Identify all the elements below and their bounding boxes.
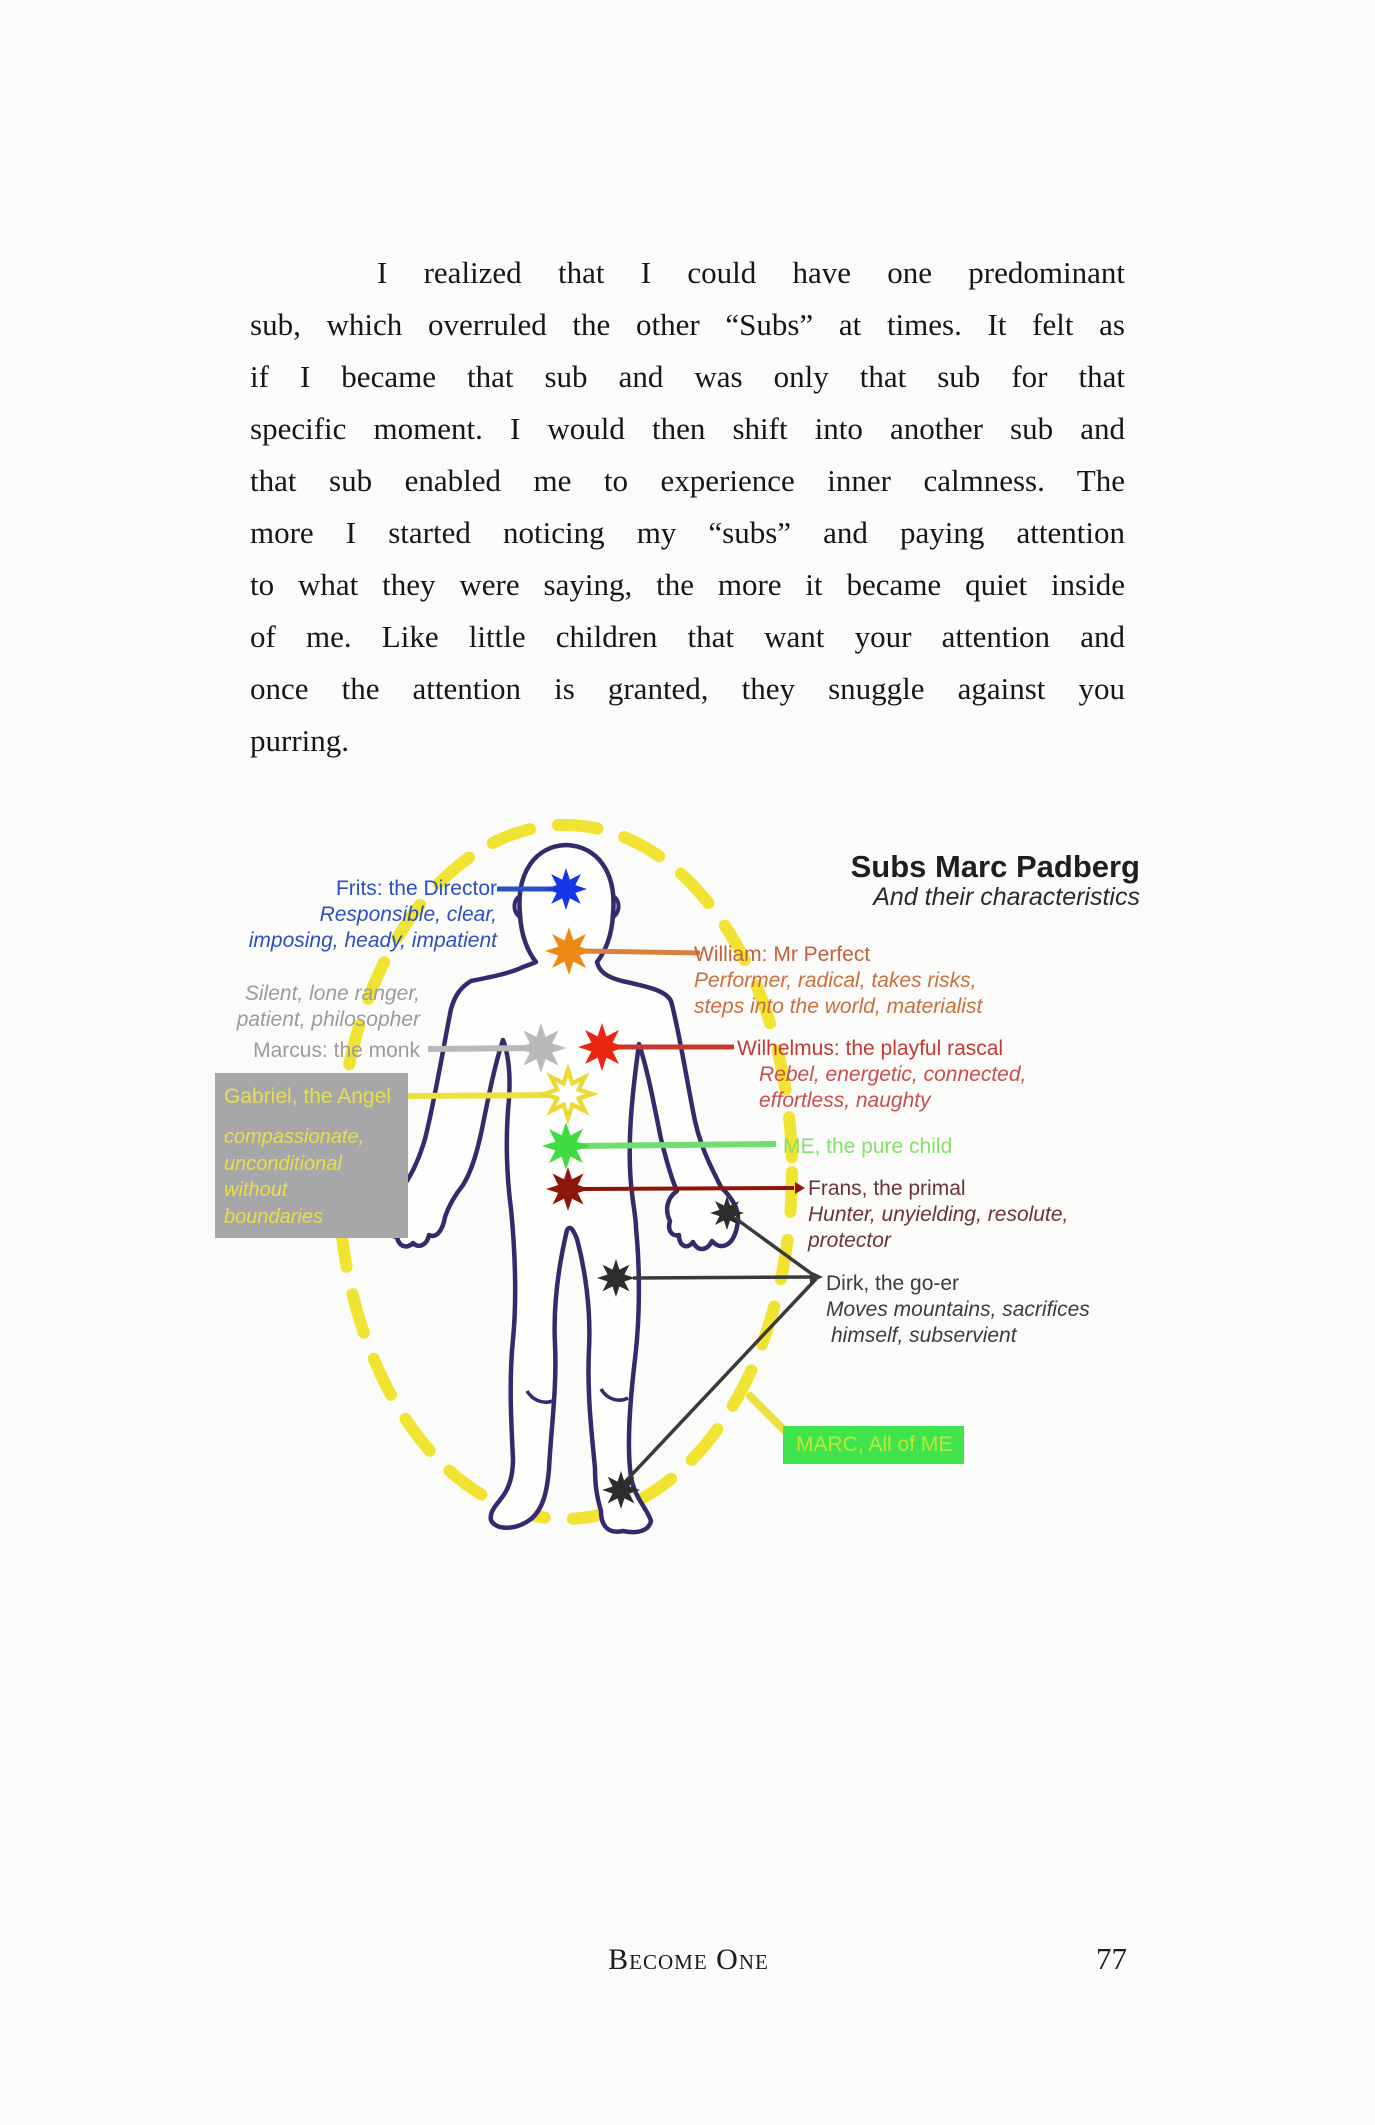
william-trait: steps into the world, materialist bbox=[694, 995, 983, 1018]
me-line bbox=[578, 1144, 776, 1146]
william-line bbox=[580, 951, 700, 953]
paragraph-line: of me. Like little children that want your attention and bbox=[250, 619, 1125, 654]
marcus-line bbox=[428, 1048, 532, 1049]
paragraph-line: if I became that sub and was only that sub for that bbox=[250, 359, 1125, 394]
marc-name: MARC, All of ME bbox=[796, 1433, 953, 1456]
dirk-name: Dirk, the go-er bbox=[826, 1272, 960, 1295]
diagram-subtitle: And their characteristics bbox=[873, 883, 1140, 911]
marcus-star-icon bbox=[516, 1023, 566, 1073]
william-trait: Performer, radical, takes risks, bbox=[694, 969, 977, 992]
marcus-trait: Silent, lone ranger, bbox=[244, 982, 420, 1005]
book-title: Become One bbox=[608, 1943, 769, 1976]
dirk-label-block bbox=[826, 1271, 1126, 1349]
frits-label-block bbox=[237, 876, 497, 954]
paragraph-line: specific moment. I would then shift into another sub and bbox=[250, 411, 1125, 446]
gabriel-trait: compassionate, bbox=[224, 1126, 365, 1148]
frans-label-block bbox=[808, 1176, 1118, 1254]
paragraph-line: that sub enabled me to experience inner calmness. The bbox=[250, 463, 1125, 498]
gabriel-trait: boundaries bbox=[224, 1205, 323, 1228]
paragraph-line: sub, which overruled the other “Subs” at times. It felt as bbox=[250, 307, 1125, 342]
diagram-title: Subs Marc Padberg bbox=[850, 849, 1140, 884]
frans-trait: protector bbox=[808, 1229, 891, 1252]
dirk-arrowhead bbox=[810, 1271, 823, 1283]
page-footer bbox=[250, 1943, 1127, 1991]
gabriel-label-box bbox=[215, 1073, 408, 1238]
frans-trait: Hunter, unyielding, resolute, bbox=[808, 1203, 1069, 1226]
gabriel-star-icon bbox=[544, 1070, 592, 1118]
wilhelmus-trait: effortless, naughty bbox=[759, 1089, 931, 1112]
gabriel-line bbox=[408, 1095, 556, 1096]
frans-line bbox=[580, 1188, 794, 1189]
paragraph-line: to what they were saying, the more it became quiet inside bbox=[250, 567, 1125, 602]
william-label-block bbox=[694, 942, 1024, 1020]
wilhelmus-name: Wilhelmus: the playful rascal bbox=[737, 1037, 1004, 1060]
william-name: William: Mr Perfect bbox=[694, 943, 871, 966]
frits-name: Frits: the Director bbox=[335, 877, 497, 900]
me-name: ME, the pure child bbox=[783, 1135, 953, 1158]
frans-name: Frans, the primal bbox=[808, 1177, 966, 1200]
gabriel-name: Gabriel, the Angel bbox=[224, 1085, 391, 1108]
wilhelmus-label-block bbox=[737, 1036, 1067, 1114]
marcus-name: Marcus: the monk bbox=[253, 1039, 420, 1062]
dirk-line-hand bbox=[735, 1218, 816, 1277]
page-number: 77 bbox=[1096, 1941, 1127, 1976]
marcus-label-block bbox=[217, 981, 420, 1064]
me-label-block bbox=[783, 1134, 1023, 1160]
dirk-foot-star-icon bbox=[602, 1471, 640, 1509]
marcus-trait: patient, philosopher bbox=[236, 1008, 420, 1031]
diagram-title-block bbox=[780, 850, 1140, 911]
gabriel-trait: unconditional bbox=[224, 1152, 342, 1175]
paragraph-line: more I started noticing my “subs” and paying attention bbox=[250, 515, 1125, 550]
frits-trait: Responsible, clear, bbox=[319, 903, 497, 926]
dirk-knee-star-icon bbox=[597, 1259, 635, 1297]
wilhelmus-trait: Rebel, energetic, connected, bbox=[759, 1063, 1027, 1086]
me-star-icon bbox=[542, 1122, 590, 1170]
dirk-line-knee bbox=[633, 1277, 816, 1278]
wilhelmus-star-icon bbox=[578, 1023, 626, 1071]
paragraph-line: I realized that I could have one predominant bbox=[377, 255, 1125, 290]
frits-trait: imposing, heady, impatient bbox=[248, 929, 497, 952]
dirk-trait: himself, subservient bbox=[831, 1324, 1017, 1347]
frans-arrowhead bbox=[795, 1182, 805, 1194]
dirk-hand-star-icon bbox=[710, 1196, 744, 1230]
frans-star-icon bbox=[546, 1167, 590, 1211]
marc-label-box bbox=[783, 1426, 964, 1464]
gabriel-trait: without bbox=[224, 1179, 288, 1201]
frits-star-icon bbox=[545, 868, 587, 910]
gabriel-traits bbox=[215, 1110, 408, 1230]
dirk-trait: Moves mountains, sacrifices bbox=[826, 1298, 1090, 1321]
paragraph-line: purring. bbox=[250, 723, 350, 758]
paragraph-line: once the attention is granted, they snuggle against you bbox=[250, 671, 1125, 706]
william-star-icon bbox=[545, 927, 593, 975]
